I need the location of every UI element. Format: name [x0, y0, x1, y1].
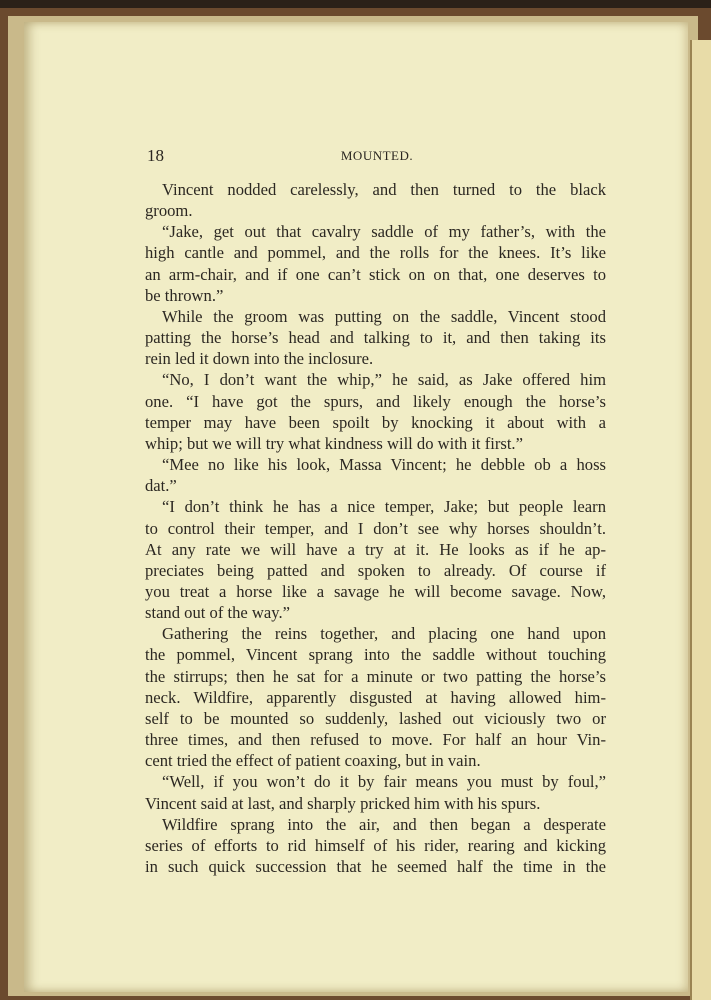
text-line: At any rate we will have a try at it. He looks as if he ap- [145, 539, 606, 559]
text-line: you treat a horse like a savage he will become savage. Now, [145, 581, 606, 601]
page-header [147, 146, 607, 168]
text-line: “Mee no like his look, Massa Vincent; he debble ob a hoss [162, 455, 606, 475]
text-line: the pommel, Vincent sprang into the saddle without touching [145, 645, 606, 665]
text-line: self to be mounted so suddenly, lashed out viciously two or [145, 708, 606, 728]
text-line: one. “I have got the spurs, and likely enough the horse’s [145, 391, 606, 411]
text-line: to control their temper, and I don’t see why horses shouldn’t. [145, 518, 606, 538]
text-line: an arm-chair, and if one can’t stick on on that, one deserves to [145, 264, 606, 284]
text-line: dat.” [145, 476, 177, 496]
text-line: series of efforts to rid himself of his rider, rearing and kicking [145, 835, 606, 855]
page-body-text [145, 179, 606, 877]
text-line: three times, and then refused to move. For half an hour Vin- [145, 730, 606, 750]
text-line: Wildfire sprang into the air, and then began a desperate [162, 814, 606, 834]
text-line: be thrown.” [145, 285, 224, 305]
page-number: 18 [147, 146, 164, 165]
text-line: cent tried the effect of patient coaxing, but in vain. [145, 751, 481, 771]
text-line: patting the horse’s head and talking to it, and then taking its [145, 328, 606, 348]
next-page-edge [690, 40, 711, 1000]
text-line: neck. Wildfire, apparently disgusted at having allowed him- [145, 687, 606, 707]
text-line: in such quick succession that he seemed half the time in the [145, 857, 606, 876]
text-line: “Well, if you won’t do it by fair means you must by foul,” [162, 772, 606, 792]
text-line: “I don’t think he has a nice temper, Jake; but people learn [162, 497, 606, 517]
text-line: Gathering the reins together, and placing one hand upon [162, 624, 606, 644]
text-line: whip; but we will try what kindness will do with it first.” [145, 433, 523, 453]
text-line: “Jake, get out that cavalry saddle of my father’s, with the [162, 222, 606, 242]
running-title: MOUNTED. [340, 148, 414, 163]
text-line: While the groom was putting on the saddle, Vincent stood [162, 306, 606, 326]
text-line: high cantle and pommel, and the rolls for the knees. It’s like [145, 243, 606, 263]
text-line: Vincent said at last, and sharply pricked him with his spurs. [145, 793, 541, 813]
text-line: preciates being patted and spoken to already. Of course if [145, 560, 606, 580]
text-line: rein led it down into the inclosure. [145, 349, 374, 369]
text-line: the stirrups; then he sat for a minute or two patting the horse’s [145, 666, 606, 686]
text-line: Vincent nodded carelessly, and then turned to the black [162, 180, 606, 199]
text-line: groom. [145, 201, 193, 221]
text-line: “No, I don’t want the whip,” he said, as Jake offered him [162, 370, 606, 390]
text-line: stand out of the way.” [145, 603, 291, 623]
text-line: temper may have been spoilt by knocking it about with a [145, 412, 606, 432]
